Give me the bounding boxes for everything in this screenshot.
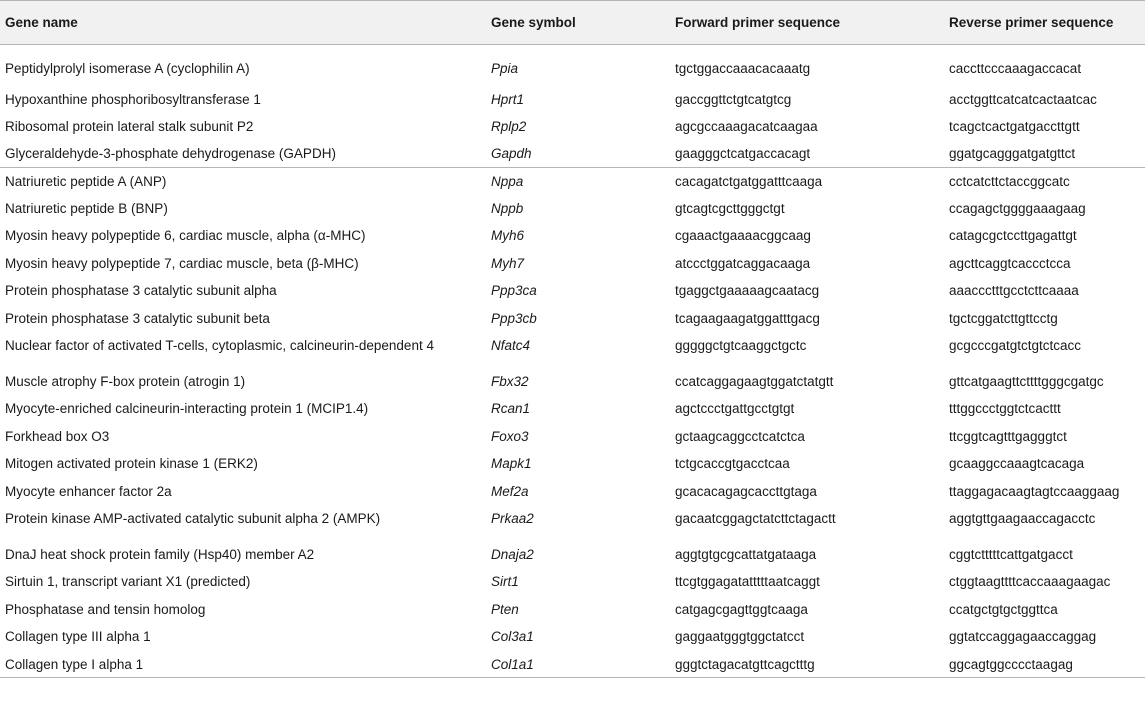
cell-forward-primer	[670, 478, 944, 505]
cell-forward-primer	[670, 596, 944, 623]
cell-gene-symbol	[486, 423, 670, 450]
cell-reverse-primer-text: tttggccctggtctcacttt	[949, 401, 1061, 417]
cell-gene-name-text: Muscle atrophy F-box protein (atrogin 1)	[5, 374, 246, 390]
cell-reverse-primer	[944, 541, 1145, 568]
cell-forward-primer-text: aggtgtgcgcattatgataaga	[675, 546, 817, 562]
cell-forward-primer	[670, 623, 944, 650]
cell-gene-name-text: Protein kinase AMP-activated catalytic subunit alpha 2 (AMPK)	[5, 510, 381, 526]
table-row	[0, 45, 1145, 86]
cell-reverse-primer	[944, 250, 1145, 277]
cell-reverse-primer-text: ggatgcagggatgatgttct	[949, 146, 1076, 162]
cell-forward-primer	[670, 195, 944, 222]
table-row	[0, 651, 1145, 678]
cell-forward-primer-text: gaggaatgggtggctatcct	[675, 629, 805, 645]
table-row	[0, 450, 1145, 477]
cell-reverse-primer-text: gcgcccgatgtctgtctcacc	[949, 338, 1082, 354]
cell-forward-primer	[670, 113, 944, 140]
cell-reverse-primer-text: tcagctcactgatgaccttgtt	[949, 118, 1080, 134]
cell-gene-symbol-text: Hprt1	[491, 91, 525, 107]
cell-reverse-primer	[944, 423, 1145, 450]
cell-gene-symbol-text: Col3a1	[491, 629, 534, 645]
cell-forward-primer-text: gggggctgtcaaggctgctc	[675, 338, 807, 354]
cell-forward-primer-text: agctccctgattgcctgtgt	[675, 401, 795, 417]
cell-forward-primer	[670, 368, 944, 395]
header-gene-symbol: Gene symbol	[486, 1, 670, 45]
cell-gene-name	[0, 596, 486, 623]
cell-gene-name-text: Glyceraldehyde-3-phosphate dehydrogenase (GAPDH)	[5, 146, 336, 162]
table-row	[0, 86, 1145, 113]
table-row	[0, 395, 1145, 422]
cell-gene-name-text: Ribosomal protein lateral stalk subunit P2	[5, 118, 254, 134]
cell-gene-name-text: Mitogen activated protein kinase 1 (ERK2)	[5, 456, 258, 472]
cell-gene-name	[0, 222, 486, 249]
cell-gene-name-text: Myosin heavy polypeptide 7, cardiac muscle, beta (β-MHC)	[5, 255, 359, 271]
cell-reverse-primer	[944, 222, 1145, 249]
cell-reverse-primer-text: aaaccctttgcctcttcaaaa	[949, 283, 1079, 299]
cell-gene-symbol-text: Gapdh	[491, 146, 532, 162]
cell-reverse-primer-text: gcaaggccaaagtcacaga	[949, 456, 1085, 472]
cell-gene-symbol	[486, 332, 670, 368]
table-row	[0, 368, 1145, 395]
table-body	[0, 45, 1145, 678]
cell-gene-name	[0, 395, 486, 422]
cell-reverse-primer-text: ttcggtcagtttgagggtct	[949, 428, 1067, 444]
cell-reverse-primer-text: gttcatgaagttcttttgggcgatgc	[949, 374, 1104, 390]
cell-reverse-primer	[944, 305, 1145, 332]
cell-gene-name-text: Collagen type III alpha 1	[5, 629, 151, 645]
cell-forward-primer	[670, 541, 944, 568]
cell-gene-symbol	[486, 222, 670, 249]
cell-gene-name-text: Phosphatase and tensin homolog	[5, 601, 206, 617]
cell-reverse-primer	[944, 395, 1145, 422]
cell-reverse-primer-text: ggtatccaggagaaccaggag	[949, 629, 1097, 645]
cell-forward-primer-text: tgctggaccaaacacaaatg	[675, 61, 811, 76]
cell-reverse-primer	[944, 596, 1145, 623]
cell-gene-name	[0, 568, 486, 595]
cell-forward-primer	[670, 395, 944, 422]
cell-reverse-primer	[944, 368, 1145, 395]
cell-forward-primer	[670, 140, 944, 167]
cell-gene-symbol	[486, 596, 670, 623]
cell-gene-symbol-text: Sirt1	[491, 574, 519, 590]
cell-gene-name-text: Hypoxanthine phosphoribosyltransferase 1	[5, 91, 261, 107]
cell-reverse-primer-text: caccttcccaaagaccacat	[949, 61, 1082, 76]
cell-gene-name-text: Nuclear factor of activated T-cells, cytoplasmic, calcineurin-dependent 4	[5, 338, 434, 354]
cell-forward-primer-text: ccatcaggagaagtggatctatgtt	[675, 374, 834, 390]
cell-gene-name	[0, 305, 486, 332]
cell-reverse-primer-text: ggcagtggcccctaagag	[949, 656, 1073, 672]
header-reverse-primer: Reverse primer sequence	[944, 1, 1145, 45]
cell-gene-name-text: Forkhead box O3	[5, 428, 110, 444]
cell-forward-primer-text: gacaatcggagctatcttctagactt	[675, 510, 836, 526]
cell-gene-symbol-text: Pten	[491, 601, 519, 617]
cell-reverse-primer	[944, 505, 1145, 541]
cell-gene-symbol	[486, 305, 670, 332]
cell-gene-name-text: Collagen type I alpha 1	[5, 656, 144, 672]
cell-reverse-primer	[944, 568, 1145, 595]
cell-gene-symbol	[486, 195, 670, 222]
table-row	[0, 277, 1145, 304]
cell-gene-name	[0, 86, 486, 113]
cell-forward-primer	[670, 168, 944, 195]
cell-gene-symbol	[486, 277, 670, 304]
cell-forward-primer-text: gcacacagagcaccttgtaga	[675, 483, 817, 499]
cell-gene-symbol	[486, 568, 670, 595]
cell-gene-symbol	[486, 623, 670, 650]
cell-reverse-primer	[944, 168, 1145, 195]
cell-gene-name-text: Myocyte-enriched calcineurin-interacting protein 1 (MCIP1.4)	[5, 401, 369, 417]
cell-forward-primer-text: agcgccaaagacatcaagaa	[675, 118, 818, 134]
cell-gene-symbol-text: Mapk1	[491, 456, 532, 472]
cell-forward-primer-text: catgagcgagttggtcaaga	[675, 601, 808, 617]
table-row	[0, 568, 1145, 595]
cell-gene-name	[0, 45, 486, 86]
cell-forward-primer-text: gctaagcaggcctcatctca	[675, 428, 805, 444]
cell-gene-symbol	[486, 651, 670, 678]
table-header	[0, 1, 1145, 45]
cell-gene-symbol	[486, 140, 670, 167]
table-row	[0, 305, 1145, 332]
cell-gene-symbol-text: Rcan1	[491, 401, 531, 417]
cell-gene-name	[0, 140, 486, 167]
cell-gene-symbol	[486, 450, 670, 477]
cell-gene-name-text: DnaJ heat shock protein family (Hsp40) member A2	[5, 546, 315, 562]
cell-gene-name-text: Peptidylprolyl isomerase A (cyclophilin A)	[5, 61, 250, 76]
cell-gene-name	[0, 332, 486, 368]
cell-gene-name-text: Protein phosphatase 3 catalytic subunit alpha	[5, 283, 277, 299]
cell-gene-name	[0, 168, 486, 195]
cell-reverse-primer-text: ttaggagacaagtagtccaaggaag	[949, 483, 1120, 499]
cell-gene-symbol-text: Mef2a	[491, 483, 529, 499]
cell-gene-symbol	[486, 45, 670, 86]
cell-forward-primer	[670, 651, 944, 678]
table-row	[0, 140, 1145, 167]
cell-gene-name	[0, 368, 486, 395]
cell-gene-name-text: Myosin heavy polypeptide 6, cardiac muscle, alpha (α-MHC)	[5, 228, 366, 244]
cell-reverse-primer	[944, 140, 1145, 167]
cell-gene-symbol	[486, 368, 670, 395]
cell-gene-name-text: Protein phosphatase 3 catalytic subunit beta	[5, 310, 270, 326]
cell-reverse-primer	[944, 113, 1145, 140]
cell-forward-primer	[670, 86, 944, 113]
cell-reverse-primer-text: ccagagctggggaaagaag	[949, 201, 1086, 217]
cell-forward-primer-text: gtcagtcgcttgggctgt	[675, 201, 785, 217]
cell-gene-name	[0, 651, 486, 678]
cell-reverse-primer-text: ctggtaagttttcaccaaagaagac	[949, 574, 1111, 590]
cell-gene-name	[0, 113, 486, 140]
cell-gene-symbol-text: Ppia	[491, 61, 519, 76]
cell-gene-symbol-text: Dnaja2	[491, 546, 534, 562]
table-row	[0, 222, 1145, 249]
cell-reverse-primer-text: catagcgctccttgagattgt	[949, 228, 1077, 244]
cell-reverse-primer	[944, 332, 1145, 368]
cell-gene-symbol	[486, 478, 670, 505]
cell-gene-symbol-text: Foxo3	[491, 428, 529, 444]
cell-gene-symbol-text: Nppb	[491, 201, 524, 217]
cell-forward-primer	[670, 505, 944, 541]
cell-gene-symbol-text: Col1a1	[491, 656, 534, 672]
cell-forward-primer-text: gaccggttctgtcatgtcg	[675, 91, 792, 107]
cell-reverse-primer	[944, 277, 1145, 304]
table-row	[0, 596, 1145, 623]
cell-gene-symbol	[486, 250, 670, 277]
cell-gene-name	[0, 195, 486, 222]
cell-forward-primer	[670, 332, 944, 368]
cell-gene-name-text: Natriuretic peptide A (ANP)	[5, 174, 167, 190]
cell-forward-primer-text: tctgcaccgtgacctcaa	[675, 456, 790, 472]
table-row	[0, 195, 1145, 222]
table-row	[0, 541, 1145, 568]
cell-gene-name	[0, 623, 486, 650]
cell-forward-primer	[670, 568, 944, 595]
cell-forward-primer-text: tgaggctgaaaaagcaatacg	[675, 283, 820, 299]
cell-forward-primer	[670, 222, 944, 249]
cell-gene-symbol	[486, 395, 670, 422]
cell-gene-name	[0, 450, 486, 477]
cell-gene-name	[0, 423, 486, 450]
cell-reverse-primer	[944, 195, 1145, 222]
table-row	[0, 478, 1145, 505]
cell-forward-primer-text: gaagggctcatgaccacagt	[675, 146, 811, 162]
cell-gene-name-text: Sirtuin 1, transcript variant X1 (predicted)	[5, 574, 251, 590]
cell-forward-primer-text: gggtctagacatgttcagctttg	[675, 656, 815, 672]
cell-forward-primer	[670, 45, 944, 86]
cell-forward-primer-text: tcagaagaagatggatttgacg	[675, 310, 820, 326]
cell-reverse-primer-text: agcttcaggtcaccctcca	[949, 255, 1071, 271]
cell-gene-symbol-text: Ppp3cb	[491, 310, 537, 326]
cell-gene-symbol-text: Myh7	[491, 255, 525, 271]
cell-gene-symbol-text: Prkaa2	[491, 510, 534, 526]
header-gene-name: Gene name	[0, 1, 486, 45]
header-row	[0, 1, 1145, 45]
cell-gene-symbol	[486, 505, 670, 541]
cell-gene-symbol	[486, 86, 670, 113]
cell-forward-primer	[670, 250, 944, 277]
cell-reverse-primer-text: aggtgttgaagaaccagacctc	[949, 510, 1096, 526]
cell-gene-name	[0, 250, 486, 277]
table-row	[0, 505, 1145, 541]
table-row	[0, 423, 1145, 450]
cell-gene-symbol	[486, 541, 670, 568]
cell-forward-primer	[670, 305, 944, 332]
cell-reverse-primer	[944, 86, 1145, 113]
cell-gene-name-text: Natriuretic peptide B (BNP)	[5, 201, 168, 217]
cell-forward-primer	[670, 450, 944, 477]
cell-gene-symbol-text: Nppa	[491, 174, 524, 190]
cell-reverse-primer-text: cggtctttttcattgatgacct	[949, 546, 1073, 562]
cell-forward-primer-text: ttcgtggagatatttttaatcaggt	[675, 574, 820, 590]
cell-gene-name-text: Myocyte enhancer factor 2a	[5, 483, 172, 499]
cell-forward-primer	[670, 277, 944, 304]
cell-gene-symbol	[486, 168, 670, 195]
cell-reverse-primer	[944, 651, 1145, 678]
table-row	[0, 168, 1145, 195]
cell-gene-symbol-text: Ppp3ca	[491, 283, 537, 299]
cell-reverse-primer	[944, 45, 1145, 86]
cell-forward-primer-text: cacagatctgatggatttcaaga	[675, 174, 823, 190]
table-row	[0, 250, 1145, 277]
cell-reverse-primer	[944, 623, 1145, 650]
cell-gene-name	[0, 277, 486, 304]
header-forward-primer: Forward primer sequence	[670, 1, 944, 45]
table-row	[0, 113, 1145, 140]
cell-gene-symbol-text: Fbx32	[491, 374, 529, 390]
cell-reverse-primer-text: cctcatcttctaccggcatc	[949, 174, 1070, 190]
cell-gene-name	[0, 478, 486, 505]
cell-gene-name	[0, 505, 486, 541]
cell-reverse-primer-text: acctggttcatcatcactaatcac	[949, 91, 1097, 107]
cell-gene-symbol-text: Myh6	[491, 228, 525, 244]
cell-reverse-primer-text: ccatgctgtgctggttca	[949, 601, 1058, 617]
table-row	[0, 332, 1145, 368]
cell-forward-primer	[670, 423, 944, 450]
cell-gene-name	[0, 541, 486, 568]
cell-reverse-primer-text: tgctcggatcttgttcctg	[949, 310, 1058, 326]
cell-forward-primer-text: cgaaactgaaaacggcaag	[675, 228, 811, 244]
cell-gene-symbol	[486, 113, 670, 140]
cell-gene-symbol-text: Nfatc4	[491, 338, 531, 354]
cell-gene-symbol-text: Rplp2	[491, 118, 527, 134]
cell-reverse-primer	[944, 450, 1145, 477]
cell-forward-primer-text: atccctggatcaggacaaga	[675, 255, 811, 271]
cell-reverse-primer	[944, 478, 1145, 505]
table-row	[0, 623, 1145, 650]
